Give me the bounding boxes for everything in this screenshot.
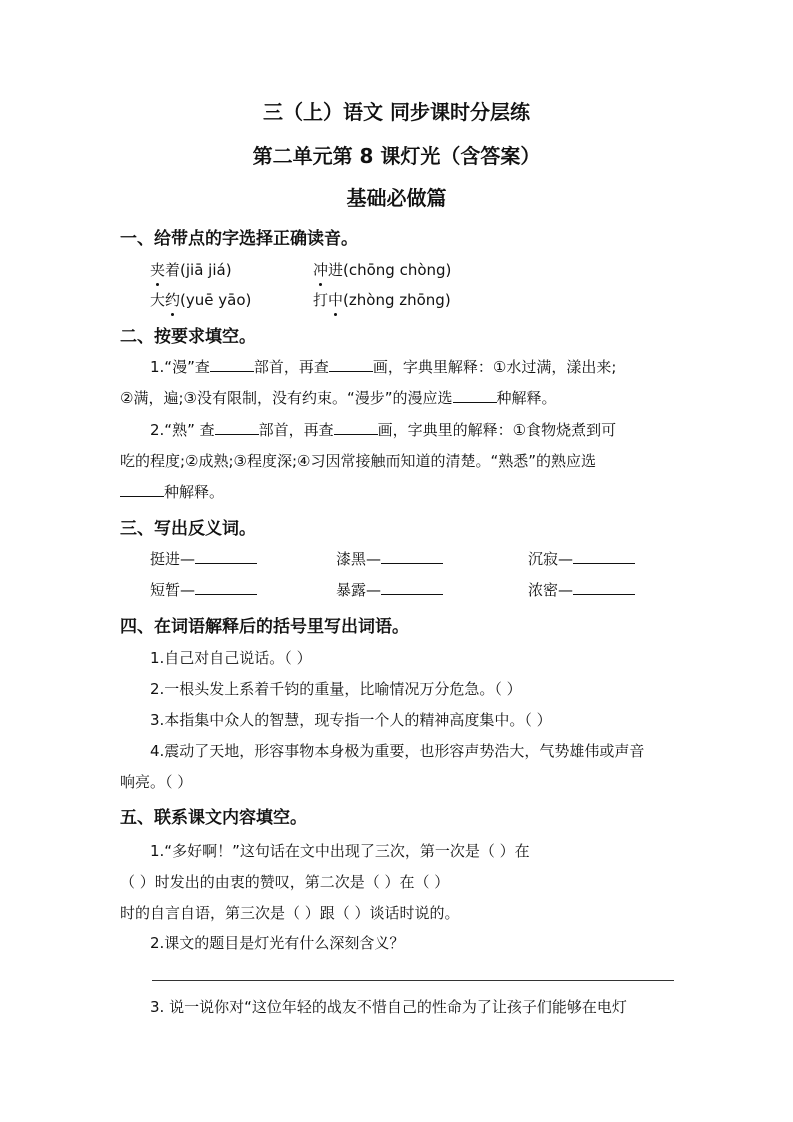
answer-blank[interactable] xyxy=(381,580,443,595)
q2-2-line1: 2.“熟” 查 部首，再查 画，字典里的解释：①食物烧煮到可 xyxy=(150,421,617,439)
answer-blank[interactable] xyxy=(381,549,443,564)
q5-1-line1: 1.“多好啊！”这句话在文中出现了三次，第一次是（ ）在 xyxy=(150,842,530,860)
section4-heading: 四、在词语解释后的括号里写出词语。 xyxy=(120,617,409,637)
q2-1-line1: 1.“漫”查 部首，再查 画，字典里解释：①水过满，漾出来; xyxy=(150,358,617,376)
dotted-char: 约 xyxy=(165,291,181,309)
q5-3: 3. 说一说你对“这位年轻的战友不惜自己的性命为了让孩子们能够在电灯 xyxy=(150,998,627,1016)
dotted-char: 中 xyxy=(328,291,344,309)
definition-item-4: 4.震动了天地，形容事物本身极为重要，也形容声势浩大，气势雄伟或声音 xyxy=(150,742,645,760)
q2-2-line2: 吃的程度;②成熟;③程度深;④习因常接触而知道的清楚。“熟悉”的熟应选 xyxy=(120,452,597,470)
answer-blank[interactable] xyxy=(329,357,373,372)
antonym-item: 短暂— xyxy=(150,579,257,600)
antonym-item: 浓密— xyxy=(528,579,635,600)
answer-blank[interactable] xyxy=(573,580,635,595)
answer-blank[interactable] xyxy=(334,420,378,435)
pinyin-item-1: 夹着(jiā jiá) xyxy=(150,261,232,279)
dotted-char: 夹 xyxy=(150,261,166,279)
section3-heading: 三、写出反义词。 xyxy=(120,519,256,539)
answer-blank[interactable] xyxy=(210,357,254,372)
lesson-subtitle: 第二单元第 8 课灯光（含答案） xyxy=(252,144,541,168)
answer-blank[interactable] xyxy=(573,549,635,564)
definition-item-2: 2.一根头发上系着千钧的重量，比喻情况万分危急。（ ） xyxy=(150,680,522,698)
answer-blank[interactable] xyxy=(195,549,257,564)
q5-1-line3: 时的自言自语，第三次是（ ）跟（ ）谈话时说的。 xyxy=(120,904,460,922)
antonym-item: 漆黑— xyxy=(336,548,443,569)
pinyin-item-3: 大约(yuē yāo) xyxy=(150,291,252,309)
section1-heading: 一、给带点的字选择正确读音。 xyxy=(120,229,358,249)
answer-blank[interactable] xyxy=(195,580,257,595)
q2-2-line3: 种解释。 xyxy=(120,481,224,502)
q5-2: 2.课文的题目是灯光有什么深刻含义？ xyxy=(150,934,405,952)
q5-1-line2: （ ）时发出的由衷的赞叹，第二次是（ ）在（ ） xyxy=(120,873,450,891)
worksheet-title: 三（上）语文 同步课时分层练 xyxy=(263,100,530,124)
section2-heading: 二、按要求填空。 xyxy=(120,327,256,347)
answer-line[interactable] xyxy=(152,980,674,981)
antonym-item: 挺进— xyxy=(150,548,257,569)
antonym-item: 暴露— xyxy=(336,579,443,600)
pinyin-item-4: 打中(zhòng zhōng) xyxy=(313,291,451,309)
answer-blank[interactable] xyxy=(215,420,259,435)
antonym-item: 沉寂— xyxy=(528,548,635,569)
section5-heading: 五、联系课文内容填空。 xyxy=(120,808,307,828)
answer-blank[interactable] xyxy=(453,388,497,403)
definition-item-1: 1.自己对自己说话。（ ） xyxy=(150,649,312,667)
level-heading: 基础必做篇 xyxy=(346,186,447,210)
dotted-char: 冲 xyxy=(313,261,329,279)
definition-item-3: 3.本指集中众人的智慧，现专指一个人的精神高度集中。（ ） xyxy=(150,711,552,729)
pinyin-item-2: 冲进(chōng chòng) xyxy=(313,261,452,279)
answer-blank[interactable] xyxy=(120,482,164,497)
q2-1-line2: ②满，遍;③没有限制，没有约束。“漫步”的漫应选 种解释。 xyxy=(120,389,557,407)
definition-item-4-cont: 响亮。（ ） xyxy=(120,773,193,791)
